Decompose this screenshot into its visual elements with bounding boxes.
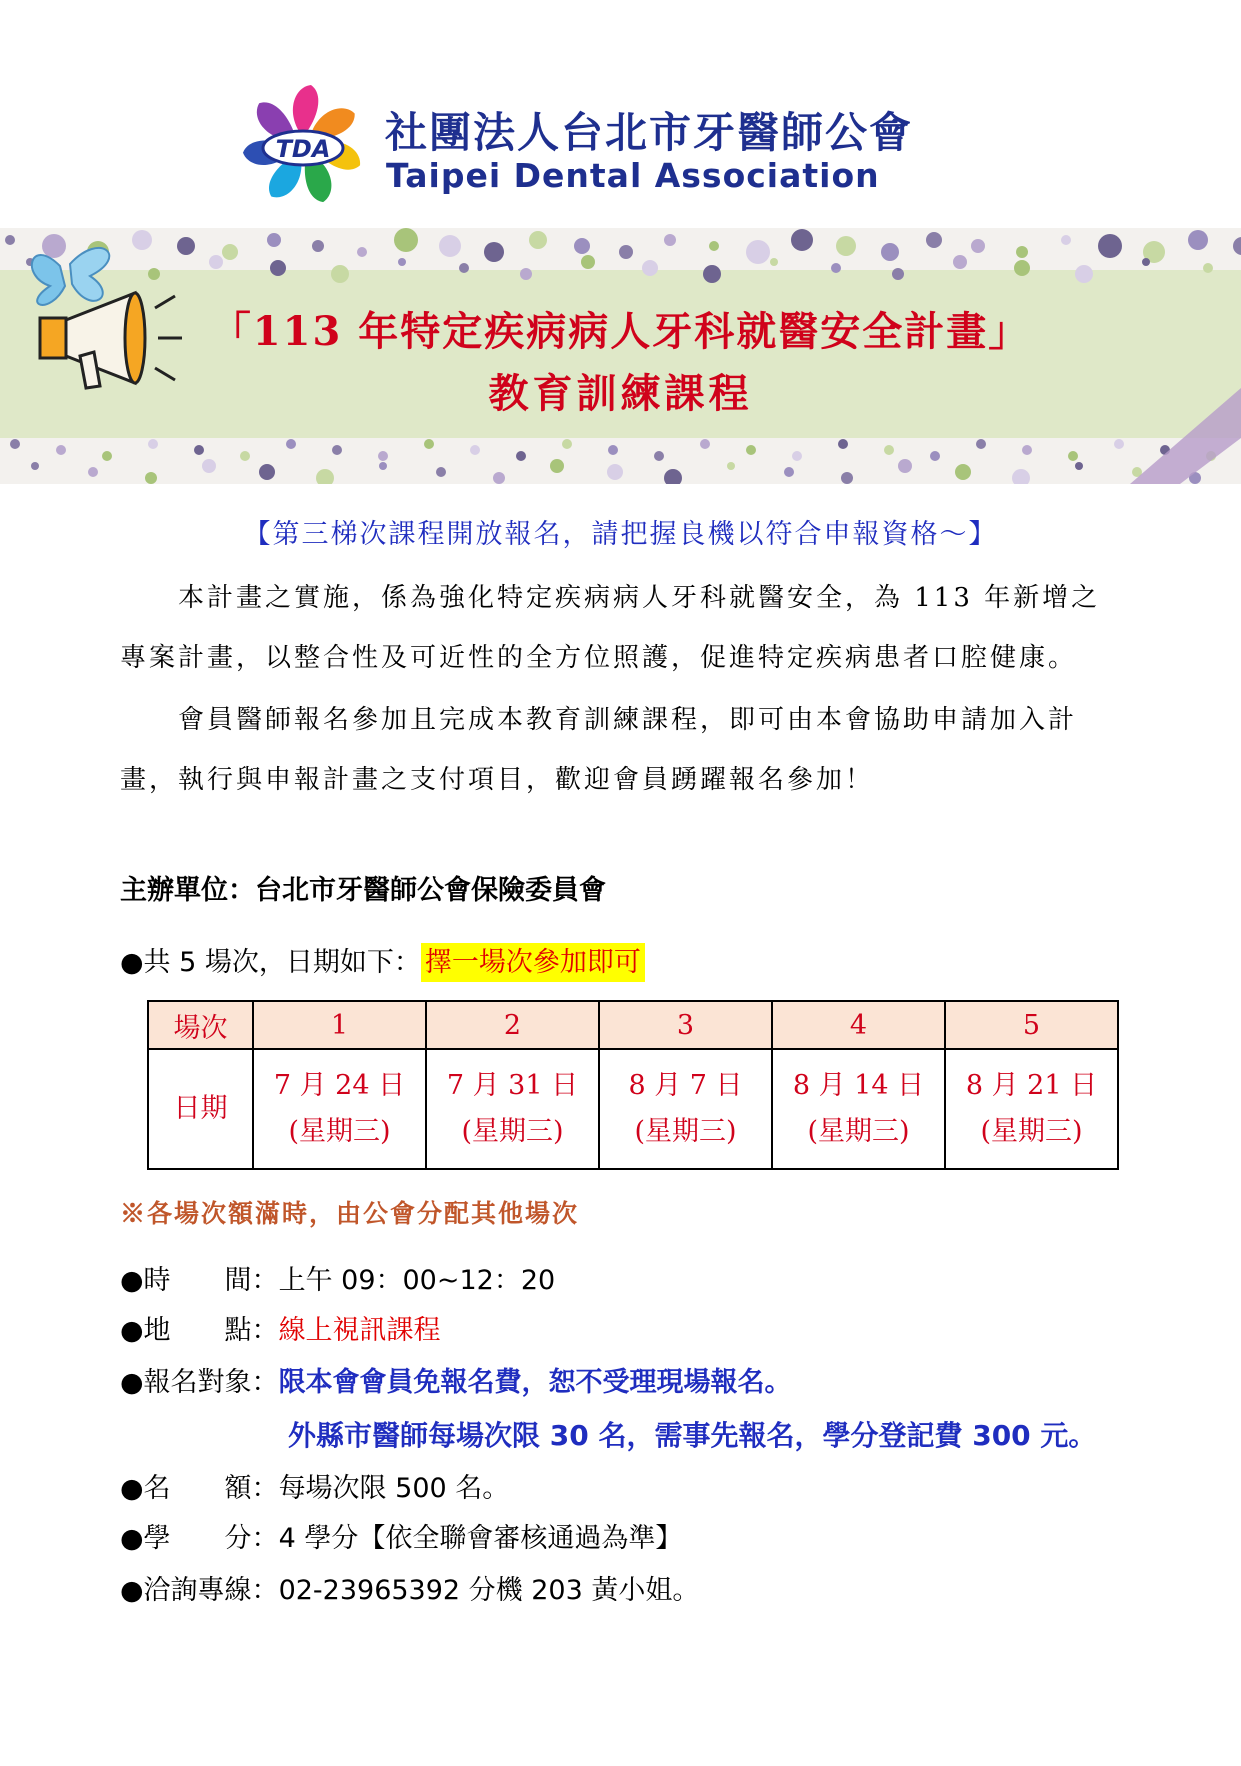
registration-notice: 【第三梯次課程開放報名，請把握良機以符合申報資格～】 bbox=[243, 519, 998, 550]
target-label: ●報名對象： bbox=[120, 1367, 279, 1398]
choose-one-highlight: 擇一場次參加即可 bbox=[421, 943, 645, 982]
session-date-cell bbox=[945, 1049, 1118, 1169]
session-date-cell bbox=[253, 1049, 426, 1169]
credit-label: ●學 分： bbox=[120, 1523, 279, 1554]
session-date: 8 月 7 日 bbox=[628, 1070, 743, 1101]
session-date: 7 月 24 日 bbox=[273, 1070, 406, 1101]
org-name-zh: 社團法人台北市牙醫師公會 bbox=[385, 108, 914, 157]
session-weekday: (星期三) bbox=[980, 1116, 1083, 1147]
target-value-other-county: 外縣市醫師每場次限 30 名，需事先報名，學分登記費 300 元。 bbox=[288, 1419, 1097, 1452]
session-date-row bbox=[148, 1049, 1118, 1169]
quota-value: 每場次限 500 名。 bbox=[278, 1473, 510, 1504]
session-no: 2 bbox=[426, 1001, 599, 1049]
session-no: 4 bbox=[772, 1001, 945, 1049]
target-value: 限本會會員免報名費，恕不受理現場報名。 bbox=[278, 1367, 792, 1398]
session-no: 3 bbox=[599, 1001, 772, 1049]
session-weekday: (星期三) bbox=[461, 1116, 564, 1147]
organizer: 主辦單位：台北市牙醫師公會保險委員會 bbox=[120, 875, 606, 906]
session-table bbox=[147, 1000, 1119, 1170]
intro-paragraph: 本計畫之實施，係為強化特定疾病病人牙科就醫安全，為 113 年新增之專案計畫，以整合性及可近性的全方位照護，促進特定疾病患者口腔健康。 bbox=[120, 583, 1101, 673]
full-session-note: ※各場次額滿時，由公會分配其他場次 bbox=[120, 1199, 580, 1228]
session-date: 7 月 31 日 bbox=[446, 1070, 579, 1101]
member-paragraph: 會員醫師報名參加且完成本教育訓練課程，即可由本會協助申請加入計畫，執行與申報計畫之支付項目，歡迎會員踴躍報名參加！ bbox=[120, 705, 1078, 795]
page-title-line2: 教育訓練課程 bbox=[488, 370, 753, 417]
time-value: 上午 09：00~12：20 bbox=[278, 1265, 556, 1296]
logo-text: TDA bbox=[275, 135, 331, 163]
session-date: 8 月 21 日 bbox=[965, 1070, 1098, 1101]
contact-value: 02-23965392 分機 203 黃小姐。 bbox=[278, 1575, 700, 1606]
date-label: 日期 bbox=[148, 1049, 253, 1169]
contact-info bbox=[120, 1568, 699, 1607]
org-name-en: Taipei Dental Association bbox=[386, 156, 880, 195]
quota-label: ●名 額： bbox=[120, 1473, 279, 1504]
sessions-intro bbox=[120, 940, 645, 979]
target-info bbox=[120, 1360, 792, 1399]
session-header-row bbox=[148, 1001, 1118, 1049]
tda-logo bbox=[238, 80, 368, 210]
time-info bbox=[120, 1258, 555, 1297]
session-weekday: (星期三) bbox=[288, 1116, 391, 1147]
place-value: 線上視訊課程 bbox=[278, 1315, 441, 1346]
session-no: 1 bbox=[253, 1001, 426, 1049]
time-label: ●時 間： bbox=[120, 1265, 279, 1296]
place-label: ●地 點： bbox=[120, 1315, 279, 1346]
session-header-label: 場次 bbox=[148, 1001, 253, 1049]
credit-info bbox=[120, 1516, 682, 1555]
session-date: 8 月 14 日 bbox=[792, 1070, 925, 1101]
session-weekday: (星期三) bbox=[807, 1116, 910, 1147]
place-info bbox=[120, 1308, 441, 1347]
page-title-line1: 「113 年特定疾病病人牙科就醫安全計畫」 bbox=[210, 308, 1031, 355]
session-date-cell bbox=[772, 1049, 945, 1169]
credit-value: 4 學分【依全聯會審核通過為準】 bbox=[278, 1523, 683, 1554]
session-weekday: (星期三) bbox=[634, 1116, 737, 1147]
contact-label: ●洽詢專線： bbox=[120, 1575, 279, 1606]
quota-info bbox=[120, 1466, 509, 1505]
session-date-cell bbox=[599, 1049, 772, 1169]
session-no: 5 bbox=[945, 1001, 1118, 1049]
session-date-cell bbox=[426, 1049, 599, 1169]
sessions-count: ●共 5 場次，日期如下： bbox=[120, 947, 421, 978]
